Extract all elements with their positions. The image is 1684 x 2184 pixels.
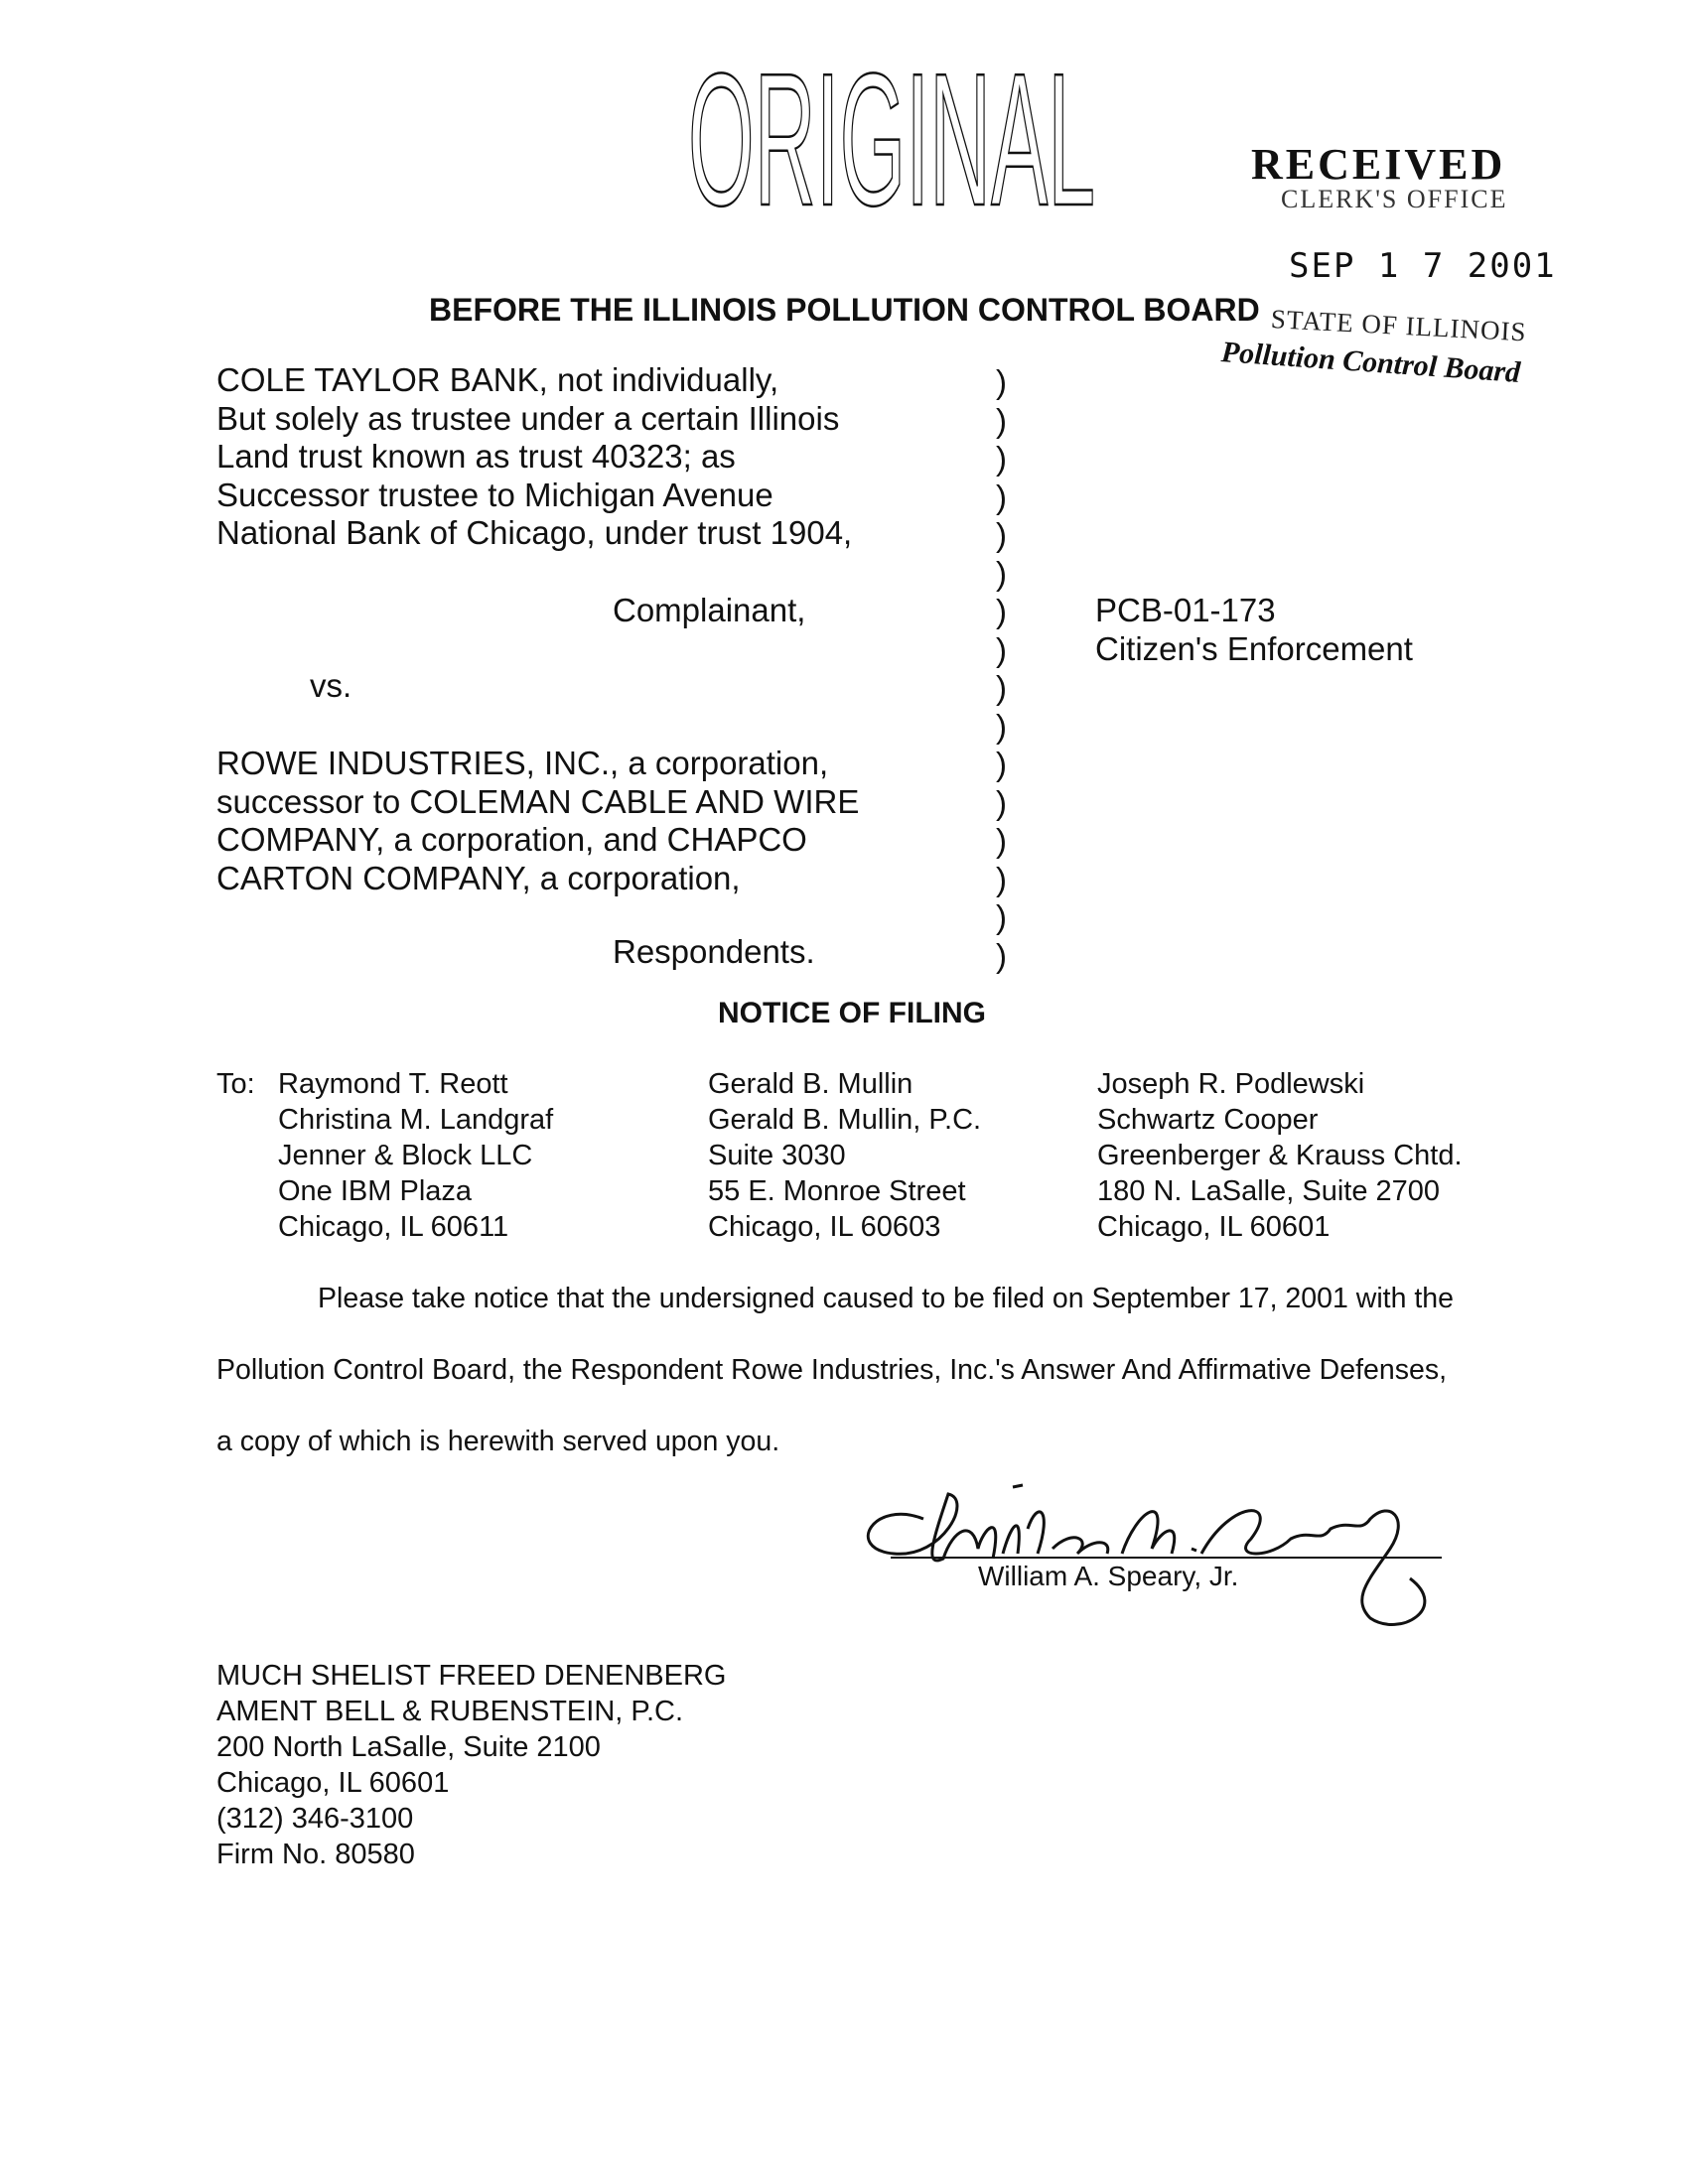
respondent-line: CARTON COMPANY, a corporation, xyxy=(216,859,741,896)
signature-line xyxy=(891,1557,1442,1559)
respondents-label: Respondents. xyxy=(613,933,815,970)
complainant-line: National Bank of Chicago, under trust 1904, xyxy=(216,514,853,551)
recipient-column xyxy=(708,1066,981,1245)
firm-line: Firm No. 80580 xyxy=(216,1839,415,1870)
firm-line: Chicago, IL 60601 xyxy=(216,1767,450,1799)
body-line: Pollution Control Board, the Respondent Rowe Industries, Inc.'s Answer And Affirmative Defenses, xyxy=(216,1354,1447,1386)
recipient-line: Suite 3030 xyxy=(708,1140,846,1171)
firm-block xyxy=(216,1658,727,1872)
recipient-line: Schwartz Cooper xyxy=(1097,1104,1319,1136)
paren: ) xyxy=(996,707,1007,745)
versus-label: vs. xyxy=(310,667,352,704)
to-label: To: xyxy=(216,1068,255,1100)
paren: ) xyxy=(996,440,1007,477)
paren: ) xyxy=(996,401,1007,439)
received-stamp-board: Pollution Control Board xyxy=(1219,336,1522,390)
received-stamp-title: RECEIVED xyxy=(1251,140,1506,189)
complainant-line: But solely as trustee under a certain Illinois xyxy=(216,399,840,437)
paren: ) xyxy=(996,478,1007,515)
recipient-column xyxy=(1097,1066,1463,1245)
paren: ) xyxy=(996,860,1007,897)
received-stamp-date: SEP 1 7 2001 xyxy=(1289,246,1557,286)
paren: ) xyxy=(996,516,1007,553)
complainant-label: Complainant, xyxy=(613,592,806,628)
paren: ) xyxy=(996,898,1007,935)
paren: ) xyxy=(996,783,1007,821)
signatory-name: William A. Speary, Jr. xyxy=(978,1561,1239,1591)
recipient-line: Gerald B. Mullin xyxy=(708,1068,913,1100)
paren: ) xyxy=(996,936,1007,974)
paren: ) xyxy=(996,630,1007,668)
respondent-line: successor to COLEMAN CABLE AND WIRE xyxy=(216,782,860,820)
case-info xyxy=(1095,592,1413,668)
recipient-line: 180 N. LaSalle, Suite 2700 xyxy=(1097,1175,1441,1207)
recipient-line: Chicago, IL 60611 xyxy=(278,1211,509,1243)
firm-line: MUCH SHELIST FREED DENENBERG xyxy=(216,1660,727,1692)
complainant-block xyxy=(216,361,852,553)
recipient-line: Raymond T. Reott xyxy=(278,1068,508,1100)
original-stamp-text: ORIGINAL xyxy=(688,48,1095,216)
signature-scribble xyxy=(854,1459,1489,1658)
complainant-line: Land trust known as trust 40323; as xyxy=(216,438,736,475)
body-line: Please take notice that the undersigned caused to be filed on September 17, 2001 with the xyxy=(318,1283,1454,1314)
body-line: a copy of which is herewith served upon you. xyxy=(216,1426,780,1457)
recipient-line: Joseph R. Podlewski xyxy=(1097,1068,1365,1100)
board-title: BEFORE THE ILLINOIS POLLUTION CONTROL BOARD xyxy=(429,292,1260,328)
respondent-block xyxy=(216,745,859,897)
paren: ) xyxy=(996,669,1007,706)
paren: ) xyxy=(996,746,1007,782)
case-type: Citizen's Enforcement xyxy=(1095,629,1413,667)
firm-line: AMENT BELL & RUBENSTEIN, P.C. xyxy=(216,1696,684,1727)
firm-line: 200 North LaSalle, Suite 2100 xyxy=(216,1731,601,1763)
case-number: PCB-01-173 xyxy=(1095,592,1276,628)
firm-line: (312) 346-3100 xyxy=(216,1803,414,1835)
recipient-line: Chicago, IL 60603 xyxy=(708,1211,941,1243)
complainant-line: COLE TAYLOR BANK, not individually, xyxy=(216,361,779,398)
notice-heading: NOTICE OF FILING xyxy=(718,997,986,1029)
recipient-line: Chicago, IL 60601 xyxy=(1097,1211,1331,1243)
complainant-line: Successor trustee to Michigan Avenue xyxy=(216,476,773,513)
recipient-column xyxy=(278,1066,553,1245)
paren: ) xyxy=(996,363,1007,400)
recipient-line: One IBM Plaza xyxy=(278,1175,473,1207)
paren-column xyxy=(996,363,1007,975)
recipient-line: 55 E. Monroe Street xyxy=(708,1175,966,1207)
received-stamp-office: CLERK'S OFFICE xyxy=(1281,185,1508,213)
paren: ) xyxy=(996,822,1007,859)
received-stamp-state: STATE OF ILLINOIS xyxy=(1270,304,1528,347)
recipient-line: Greenberger & Krauss Chtd. xyxy=(1097,1140,1463,1171)
respondent-line: COMPANY, a corporation, and CHAPCO xyxy=(216,821,807,858)
original-stamp xyxy=(683,48,1100,216)
paren: ) xyxy=(996,554,1007,592)
recipient-line: Gerald B. Mullin, P.C. xyxy=(708,1104,982,1136)
recipient-line: Christina M. Landgraf xyxy=(278,1104,554,1136)
recipient-line: Jenner & Block LLC xyxy=(278,1140,533,1171)
respondent-line: ROWE INDUSTRIES, INC., a corporation, xyxy=(216,745,829,781)
paren: ) xyxy=(996,593,1007,629)
